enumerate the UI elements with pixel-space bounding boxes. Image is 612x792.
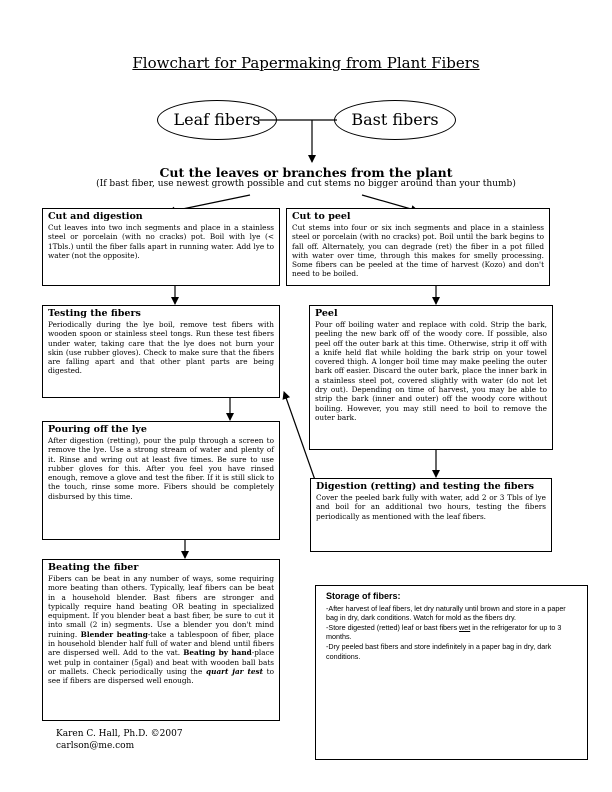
box-body: After digestion (retting), pour the pulp through a screen to remove the lye. Use a strong stream of water and plenty of it. Rinse and wring out at least five times. Be sure to use rubber gloves for this. After you feel you have rinsed enough, remove a glove and test the fiber. If it is still slick to the touch, rinse some more. Fibers should be completely disbursed by this time.: [48, 436, 274, 501]
box-pouring-off-the-lye: [42, 421, 280, 540]
quart-jar-test: quart jar test: [206, 666, 263, 676]
storage-line-2: [326, 623, 577, 642]
box-title: Peel: [315, 308, 338, 319]
storage-wet: wet: [459, 622, 471, 632]
footer: [56, 728, 183, 752]
box-body: Cut leaves into two inch segments and place in a stainless steel or porcelain (with no cracks) pot. Boil with lye (< 1Tbls.) until the fiber falls apart in running water. Add lye to water (not the opposite).: [48, 223, 274, 260]
oval-leaf-label: Leaf fibers: [173, 110, 261, 129]
storage-line-1: -After harvest of leaf fibers, let dry naturally until brown and store in a paper bag in dry, dark conditions. Watch for mold as the fibers dry.: [326, 603, 566, 623]
box-body: Periodically during the lye boil, remove test fibers with wooden spoon or stainless steel tongs. Run these test fibers under water, taking care that the lye does not burn your skin (use rubber gloves). Check to make sure that the fibers are falling apart and that other plant parts are being digested.: [48, 320, 274, 376]
blender-beating-text: -take a tablespoon of fiber, place in household blender half full of water and blend until fibers are dispersed well. Add to the vat.: [48, 629, 274, 658]
hand-beating-text-1: -place wet pulp in container (5gal) and beat with wooden ball bats or mallets. Check periodically using the: [48, 648, 275, 676]
cut-subheading: (If bast fiber, use newest growth possible and cut stems no bigger around than your thumb): [96, 179, 516, 189]
box-body: Pour off boiling water and replace with cold. Strip the bark, peeling the new bark off of the woody core. If possible, also peel off the outer bark at this time. Otherwise, strip it off with a knife held flat while holding the bark strip on your towel covered thigh. A longer boil time may make peeling the outer bark off easier. Discard the outer bark, place the inner bark in a stainless steel pot, covered slightly with water (do not let dry out). Depending on time of harvest, you may be able to strip the bark (inner and outer) off the woody core without boiling. However, you may still need to boil to remove the outer bark.: [315, 320, 547, 422]
storage-line-2a: -Store digested (retted) leaf or bast fibers: [326, 622, 460, 632]
blender-beating-label: Blender beating: [80, 629, 148, 639]
hand-beating-text-2: to see if fibers are dispersed well enough.: [48, 666, 274, 686]
box-body: Cut stems into four or six inch segments and place in a stainless steel or porcelain (with no cracks) pot. Boil until the bark begins to fall off. Alternately, you can degrade (ret) the fiber in a pot filled with water over time, through this makes for smelly processing. Some fibers can be peeled at the time of harvest (Kozo) and don't need to be boiled.: [292, 223, 544, 279]
page-title: Flowchart for Papermaking from Plant Fibers: [132, 54, 480, 72]
storage-line-2b: in the refrigerator for up to 3 months.: [326, 622, 562, 642]
box-title: Cut and digestion: [48, 211, 143, 222]
cut-heading: Cut the leaves or branches from the plant: [159, 165, 453, 180]
box-cut-and-digestion: [42, 208, 280, 286]
beating-intro: Fibers can be beat in any number of ways, some requiring more beating than others. Typically, leaf fibers can be beat in a household blender. Bast fibers are stronger and typically require hand beating OR beating in specialized equipment. If you blender beat a bast fiber, be sure to cut it into small (2 in) segments. Use a blender you don't mind ruining.: [48, 574, 274, 639]
footer-author: Karen C. Hall, Ph.D. ©2007: [56, 729, 183, 739]
box-title: Pouring off the lye: [48, 424, 147, 435]
storage-title: Storage of fibers:: [326, 591, 401, 601]
box-title: Beating the fiber: [48, 562, 139, 573]
storage-line-3: -Dry peeled bast fibers and store indefinitely in a paper bag in dry, dark conditions.: [326, 641, 552, 661]
oval-bast-fibers: [334, 100, 456, 140]
box-peel: [309, 305, 553, 450]
oval-bast-label: Bast fibers: [351, 110, 439, 129]
box-title: Cut to peel: [292, 211, 351, 222]
box-cut-to-peel: [286, 208, 550, 286]
footer-email: carlson@me.com: [56, 741, 135, 751]
hand-beating-label: Beating by hand: [183, 648, 252, 658]
box-title: Testing the fibers: [48, 308, 141, 319]
oval-leaf-fibers: [157, 100, 277, 140]
box-beating-the-fiber: [42, 559, 280, 721]
box-body: [48, 574, 274, 686]
box-digestion-and-testing: [310, 478, 552, 552]
box-title: Digestion (retting) and testing the fibers: [316, 481, 534, 492]
box-body: Cover the peeled bark fully with water, add 2 or 3 Tbls of lye and boil for an additional two hours, testing the fibers periodically as mentioned with the leaf fibers.: [316, 493, 546, 521]
box-testing-the-fibers: [42, 305, 280, 398]
storage-box: [315, 585, 588, 760]
